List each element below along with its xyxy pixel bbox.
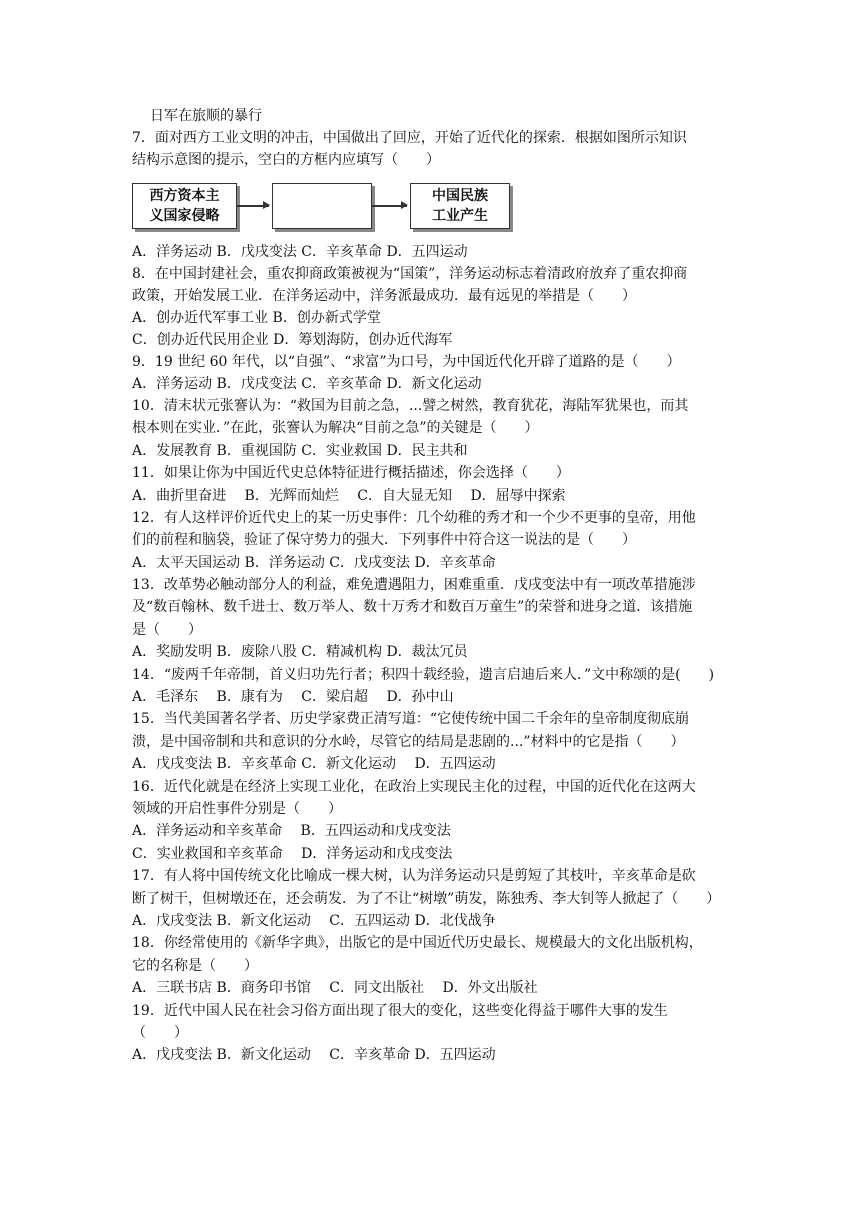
text-line: 结构示意图的提示，空白的方框内应填写（ ） — [132, 152, 440, 168]
answer-options: A．戊戌变法 B．辛亥革命 C．新文化运动 D．五四运动 — [132, 756, 496, 772]
question-17-line: 17．有人将中国传统文化比喻成一棵大树，认为洋务运动只是剪短了其枝叶，辛亥革命是砍 — [132, 868, 696, 884]
text-line: 领域的开启性事件分别是（ ） — [132, 801, 342, 817]
answer-options: A．洋务运动和辛亥革命 B．五四运动和戊戌变法 — [132, 823, 451, 839]
question-13-line: 13．改革势必触动部分人的利益，难免遭遇阻力，困难重重．戊戌变法中有一项改革措施涉 — [132, 577, 696, 593]
question-10-line: 10．清末状元张謇认为：“救国为目前之急，...譬之树然，教育犹花，海陆军犹果也，而其 — [132, 398, 689, 414]
text-line: 及“数百翰林、数千进士、数万举人、数十万秀才和数百万童生”的荣誉和进身之道．该措施 — [132, 599, 693, 615]
question-15-line: 15．当代美国著名学者、历史学家费正清写道：“它使传统中国二千余年的皇帝制度彻底崩 — [132, 711, 689, 727]
answer-options: A．创办近代军事工业 B．创办新式学堂 — [132, 310, 381, 326]
question-16-line: 16．近代化就是在经济上实现工业化，在政治上实现民主化的过程，中国的近代化在这两大 — [132, 779, 696, 795]
box-text: 工业产生 — [432, 208, 488, 224]
question-8-line: 8．在中国封建社会，重农抑商政策被视为“国策”，洋务运动标志着清政府放弃了重农抑商 — [132, 266, 688, 282]
answer-options: A．发展教育 B．重视国防 C．实业救国 D．民主共和 — [132, 443, 468, 459]
answer-options: C．创办近代民用企业 D．筹划海防，创办近代海军 — [132, 332, 453, 348]
question-18-line: 18．你经常使用的《新华字典》，出版它的是中国近代历史最长、规模最大的文化出版机构， — [132, 935, 703, 951]
answer-options: A．毛泽东 B．康有为 C．梁启超 D．孙中山 — [132, 689, 454, 705]
answer-options: A．洋务运动 B．戊戌变法 C．辛亥革命 D．五四运动 — [132, 244, 468, 260]
question-19-line: 19．近代中国人民在社会习俗方面出现了很大的变化，这些变化得益于哪件大事的发生 — [132, 1003, 668, 1019]
diagram-box-national-industry — [410, 183, 510, 229]
text-line: 们的前程和脑袋，验证了保守势力的强大．下列事件中符合这一说法的是（ ） — [132, 532, 636, 548]
knowledge-structure-diagram — [132, 183, 512, 231]
answer-options: A．三联书店 B．商务印书馆 C．同文出版社 D．外文出版社 — [132, 980, 538, 996]
diagram-box-blank — [272, 183, 372, 229]
box-text: 义国家侵略 — [149, 208, 220, 224]
text-line: 是（ ） — [132, 622, 202, 638]
question-7-line: 7．面对西方工业文明的冲击，中国做出了回应，开始了近代化的探索．根据如图所示知识 — [132, 130, 687, 146]
answer-options: A．曲折里奋进 B．光辉而灿烂 C．自大显无知 D．屈辱中探索 — [132, 488, 566, 504]
answer-options: A．太平天国运动 B．洋务运动 C．戊戌变法 D．辛亥革命 — [132, 555, 496, 571]
diagram-box-western-invasion — [132, 183, 237, 229]
question-9-line: 9．19 世纪 60 年代，以“自强”、“求富”为口号，为中国近代化开辟了道路的是（ ） — [132, 354, 681, 370]
text-line: 政策，开始发展工业．在洋务运动中，洋务派最成功．最有远见的举措是（ ） — [132, 288, 636, 304]
text-line: 日军在旅顺的暴行 — [150, 108, 262, 124]
text-line: 溃，是中国帝制和共和意识的分水岭，尽管它的结局是悲剧的...”材料中的它是指（ ） — [132, 734, 685, 750]
box-text: 西方资本主 — [149, 188, 220, 204]
arrow-icon — [236, 205, 269, 207]
answer-options: A．奖励发明 B．废除八股 C．精减机构 D．裁汰冗员 — [132, 644, 468, 660]
answer-options: A．戊戌变法 B．新文化运动 C．五四运动 D．北伐战争 — [132, 913, 496, 929]
box-text: 中国民族 — [432, 188, 488, 204]
question-12-line: 12．有人这样评价近代史上的某一历史事件：几个幼稚的秀才和一个少不更事的皇帝，用他 — [132, 510, 696, 526]
question-14-line: 14．“废两千年帝制，首义归功先行者；积四十载经验，遗言启迪后来人．”文中称颂的是( ) — [132, 667, 715, 683]
answer-options: A．戊戌变法 B．新文化运动 C．辛亥革命 D．五四运动 — [132, 1047, 496, 1063]
text-line: 它的名称是（ ） — [132, 958, 258, 974]
text-line: 根本则在实业．”在此，张謇认为解决“目前之急”的关键是（ ） — [132, 420, 539, 436]
arrow-icon — [372, 205, 407, 207]
question-11-line: 11．如果让你为中国近代史总体特征进行概括描述，你会选择（ ） — [132, 465, 570, 481]
text-line: 断了树干，但树墩还在，还会萌发．为了不让“树墩”萌发，陈独秀、李大钊等人掀起了（ ） — [132, 891, 721, 907]
answer-options: A．洋务运动 B．戊戌变法 C．辛亥革命 D．新文化运动 — [132, 376, 482, 392]
text-line: （ ） — [132, 1025, 188, 1041]
answer-options: C．实业救国和辛亥革命 D．洋务运动和戊戌变法 — [132, 846, 453, 862]
